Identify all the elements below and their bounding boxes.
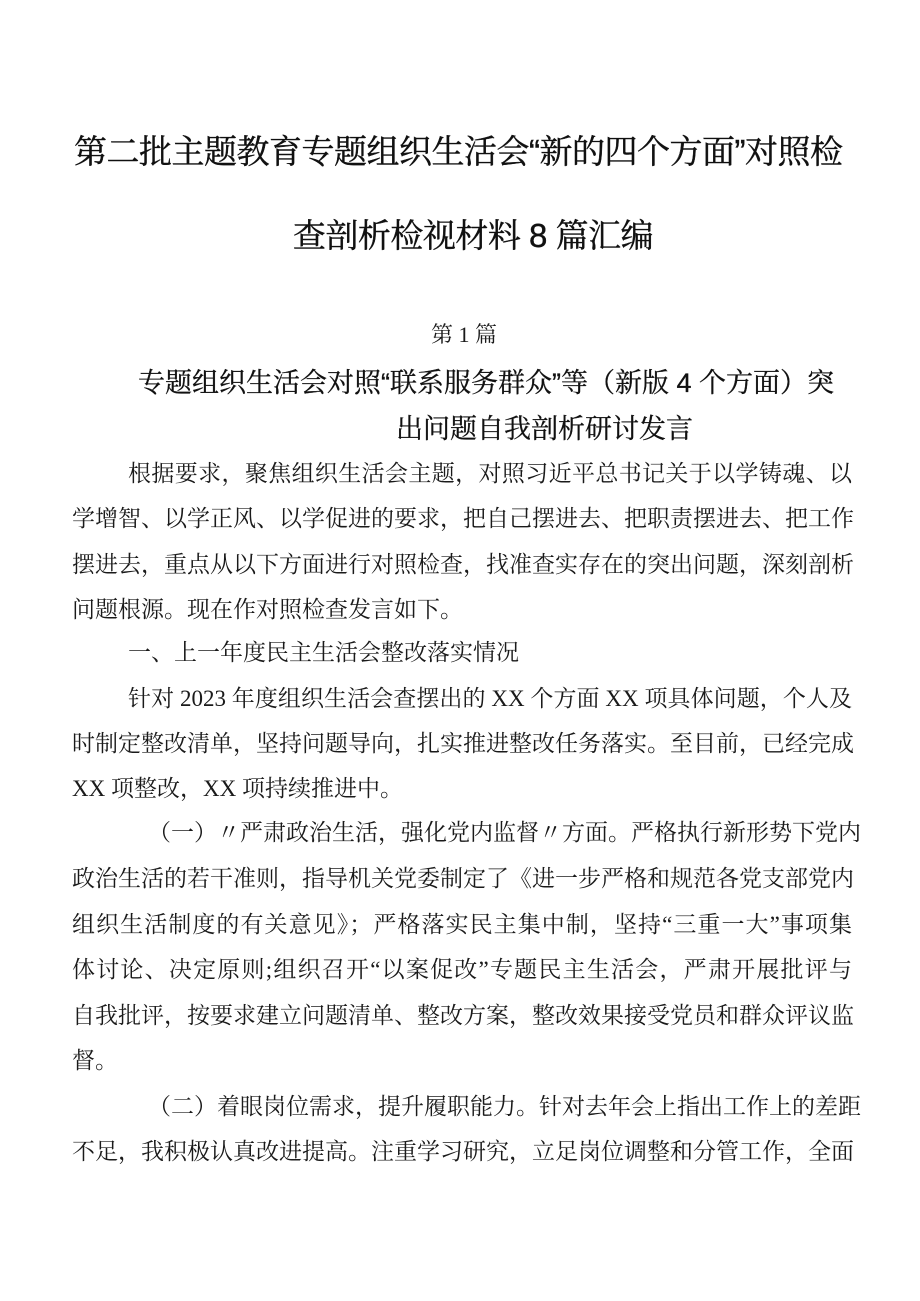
body-line: 体讨论、决定原则;组织召开“以案促改”专题民主生活会，严肃开展批评与 [72,957,852,982]
body-line: 政治生活的若干准则，指导机关党委制定了《进一步严格和规范各党支部党内 [72,866,854,891]
body-line: （二）着眼岗位需求，提升履职能力。针对去年会上指出工作上的差距 [148,1094,861,1119]
section-heading: 一、上一年度民主生活会整改落实情况 [128,640,519,665]
section-title-line-2: 出问题自我剖析研讨发言 [396,414,693,444]
body-line: 针对 2023 年度组织生活会查摆出的 XX 个方面 XX 项具体问题，个人及 [128,686,852,711]
body-line: 督。 [72,1048,118,1073]
body-line: 自我批评，按要求建立问题清单、整改方案，整改效果接受党员和群众评议监 [72,1003,854,1028]
body-line: 摆进去，重点从以下方面进行对照检查，找准查实存在的突出问题，深刻剖析 [72,552,854,577]
document-title-line-1: 第二批主题教育专题组织生活会“新的四个方面”对照检 [74,133,843,170]
body-line: 根据要求，聚焦组织生活会主题，对照习近平总书记关于以学铸魂、以 [128,461,852,486]
chapter-label: 第 1 篇 [430,322,497,347]
document-title-line-2: 查剖析检视材料 8 篇汇编 [292,217,654,254]
body-line: 组织生活制度的有关意见》；严格落实民主集中制，坚持“三重一大”事项集 [72,912,852,937]
section-title-line-1: 专题组织生活会对照“联系服务群众”等（新版 4 个方面）突 [137,368,834,398]
body-line: 学增智、以学正风、以学促进的要求，把自己摆进去、把职责摆进去、把工作 [72,506,854,531]
body-line: 时制定整改清单，坚持问题导向，扎实推进整改任务落实。至目前，已经完成 [72,731,854,756]
body-line: 不足，我积极认真改进提高。注重学习研究，立足岗位调整和分管工作，全面 [72,1139,854,1164]
body-line: XX 项整改，XX 项持续推进中。 [72,776,403,801]
body-line: （一）〃严肃政治生活，强化党内监督〃方面。严格执行新形势下党内 [148,820,861,845]
body-line: 问题根源。现在作对照检查发言如下。 [72,597,463,622]
